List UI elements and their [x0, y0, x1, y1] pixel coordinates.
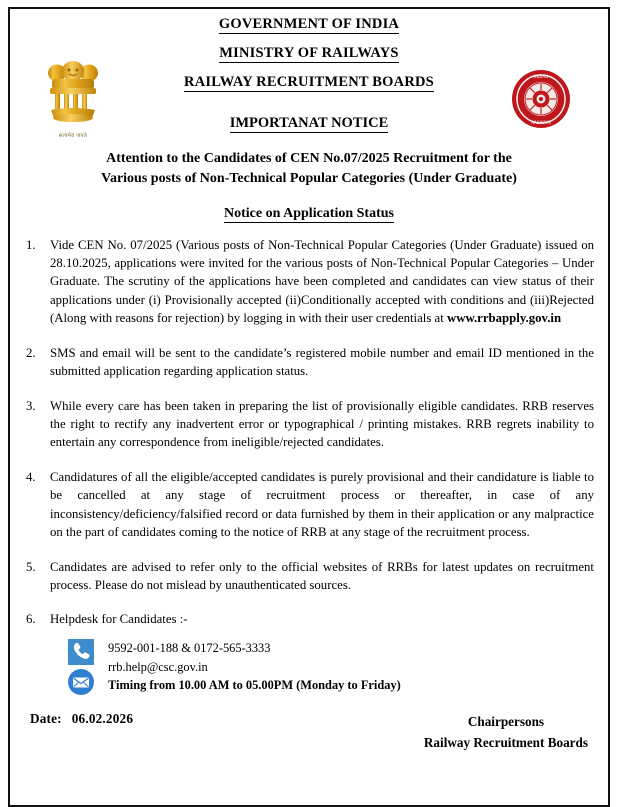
helpdesk-icons: [68, 639, 96, 695]
document-footer: [24, 711, 594, 759]
header-line-government: [24, 17, 594, 33]
indian-railways-seal: [510, 68, 572, 130]
footer-date-value: 06.02.2026: [71, 710, 134, 726]
notice-item-5: [24, 558, 594, 595]
svg-text:RAILWAYS: RAILWAYS: [531, 120, 551, 125]
notice-item-5-text: Candidates are advised to refer only to the official websites of RRBs for latest updates on recruitment process. Please do not mislead by unauthenticated sources.: [50, 559, 594, 592]
notice-item-1-text: [50, 238, 594, 326]
header-line-boards: [24, 75, 594, 91]
helpdesk-phone: 9592-001-188 & 0172-565-3333: [108, 640, 271, 655]
notice-item-4-text: Candidatures of all the eligible/accepted candidates is purely provisional and their candidature is liable to be cancelled at any stage of recruitment process or thereafter, in case of any inconsistency/deficiency/falsified record or data furnished by them in their application or any malpractice on the part of candidates coming to the notice of RRB at any stage of the recruitment process.: [50, 469, 594, 540]
notice-item-4-number: 4.: [26, 469, 36, 484]
national-emblem: [40, 59, 106, 139]
emblem-caption: सत्यमेव जयते: [58, 133, 88, 139]
footer-signatory-line-2: Railway Recruitment Boards: [423, 734, 588, 750]
notice-items-list: [24, 236, 594, 629]
header-line-government-text: GOVERNMENT OF INDIA: [218, 16, 400, 32]
svg-text:INDIAN: INDIAN: [533, 74, 549, 79]
notice-item-1: [24, 236, 594, 328]
notice-item-2-text: SMS and email will be sent to the candidate’s registered mobile number and email ID mentioned in the submitted application regarding application status.: [50, 345, 594, 379]
header-titles: [24, 13, 594, 132]
attention-block: [24, 149, 594, 190]
phone-handset-glyph: [68, 639, 94, 665]
notice-item-4: [24, 468, 594, 542]
notice-heading-text: IMPORTANAT NOTICE: [229, 114, 389, 131]
rrbapply-website-link[interactable]: www.rrbapply.gov.in: [446, 311, 562, 326]
header-line-ministry-text: MINISTRY OF RAILWAYS: [219, 44, 399, 61]
notice-item-6: [24, 610, 594, 628]
document-header: [24, 13, 594, 145]
notice-item-6-number: 6.: [26, 612, 36, 627]
footer-signatory-line-1: Chairpersons: [467, 713, 545, 729]
attention-line-1: Attention to the Candidates of CEN No.07/2025 Recruitment for the: [106, 151, 512, 166]
notice-item-2: [24, 344, 594, 381]
notice-item-3-number: 3.: [26, 398, 36, 413]
notice-heading: [24, 115, 594, 132]
footer-signatory: [424, 711, 588, 753]
header-line-ministry: [24, 46, 594, 62]
notice-item-2-number: 2.: [26, 345, 36, 360]
notice-content: [8, 7, 610, 759]
notice-subtitle-text: Notice on Application Status: [224, 205, 394, 221]
email-icon: [68, 669, 94, 695]
notice-item-3-text: While every care has been taken in preparing the list of provisionally eligible candidates. RRB reserves the right to rectify any inadvertent error or typographical / printing mistakes. RRB regrets inability to entertain any correspondence from ineligible/rejected candidates.: [50, 398, 594, 450]
notice-item-6-text: Helpdesk for Candidates :-: [50, 612, 188, 627]
notice-item-1-body: Vide CEN No. 07/2025 (Various posts of Non-Technical Popular Categories (Under Graduate) issued on 28.10.2025, applications were invited for the various posts of Non-Technical Popular Categories – Under Graduate. The scrutiny of the applications have been completed and candidates can view status of their applications under (i) Provisionally accepted (ii)Conditionally accepted with conditions and (iii)Rejected (Along with reasons for rejection) by logging in with their user credentials at: [50, 237, 594, 326]
footer-date: [30, 711, 133, 727]
attention-line-2: Various posts of Non-Technical Popular Categories (Under Graduate): [101, 171, 517, 187]
notice-item-1-number: 1.: [26, 237, 36, 252]
notice-item-3: [24, 397, 594, 452]
notice-subtitle: [24, 206, 594, 222]
phone-icon: [68, 639, 94, 665]
helpdesk-timing: Timing from 10.00 AM to 05.00PM (Monday to Friday): [108, 678, 401, 693]
helpdesk-block: [68, 639, 594, 697]
helpdesk-email: rrb.help@csc.gov.in: [108, 659, 208, 674]
header-line-boards-text: RAILWAY RECRUITMENT BOARDS: [184, 73, 434, 90]
notice-item-5-number: 5.: [26, 559, 36, 574]
indian-railways-logo-icon: [510, 68, 572, 130]
helpdesk-details: [108, 639, 594, 696]
footer-date-label: Date:: [30, 710, 62, 726]
envelope-glyph: [68, 669, 94, 695]
national-emblem-icon: [44, 59, 102, 125]
